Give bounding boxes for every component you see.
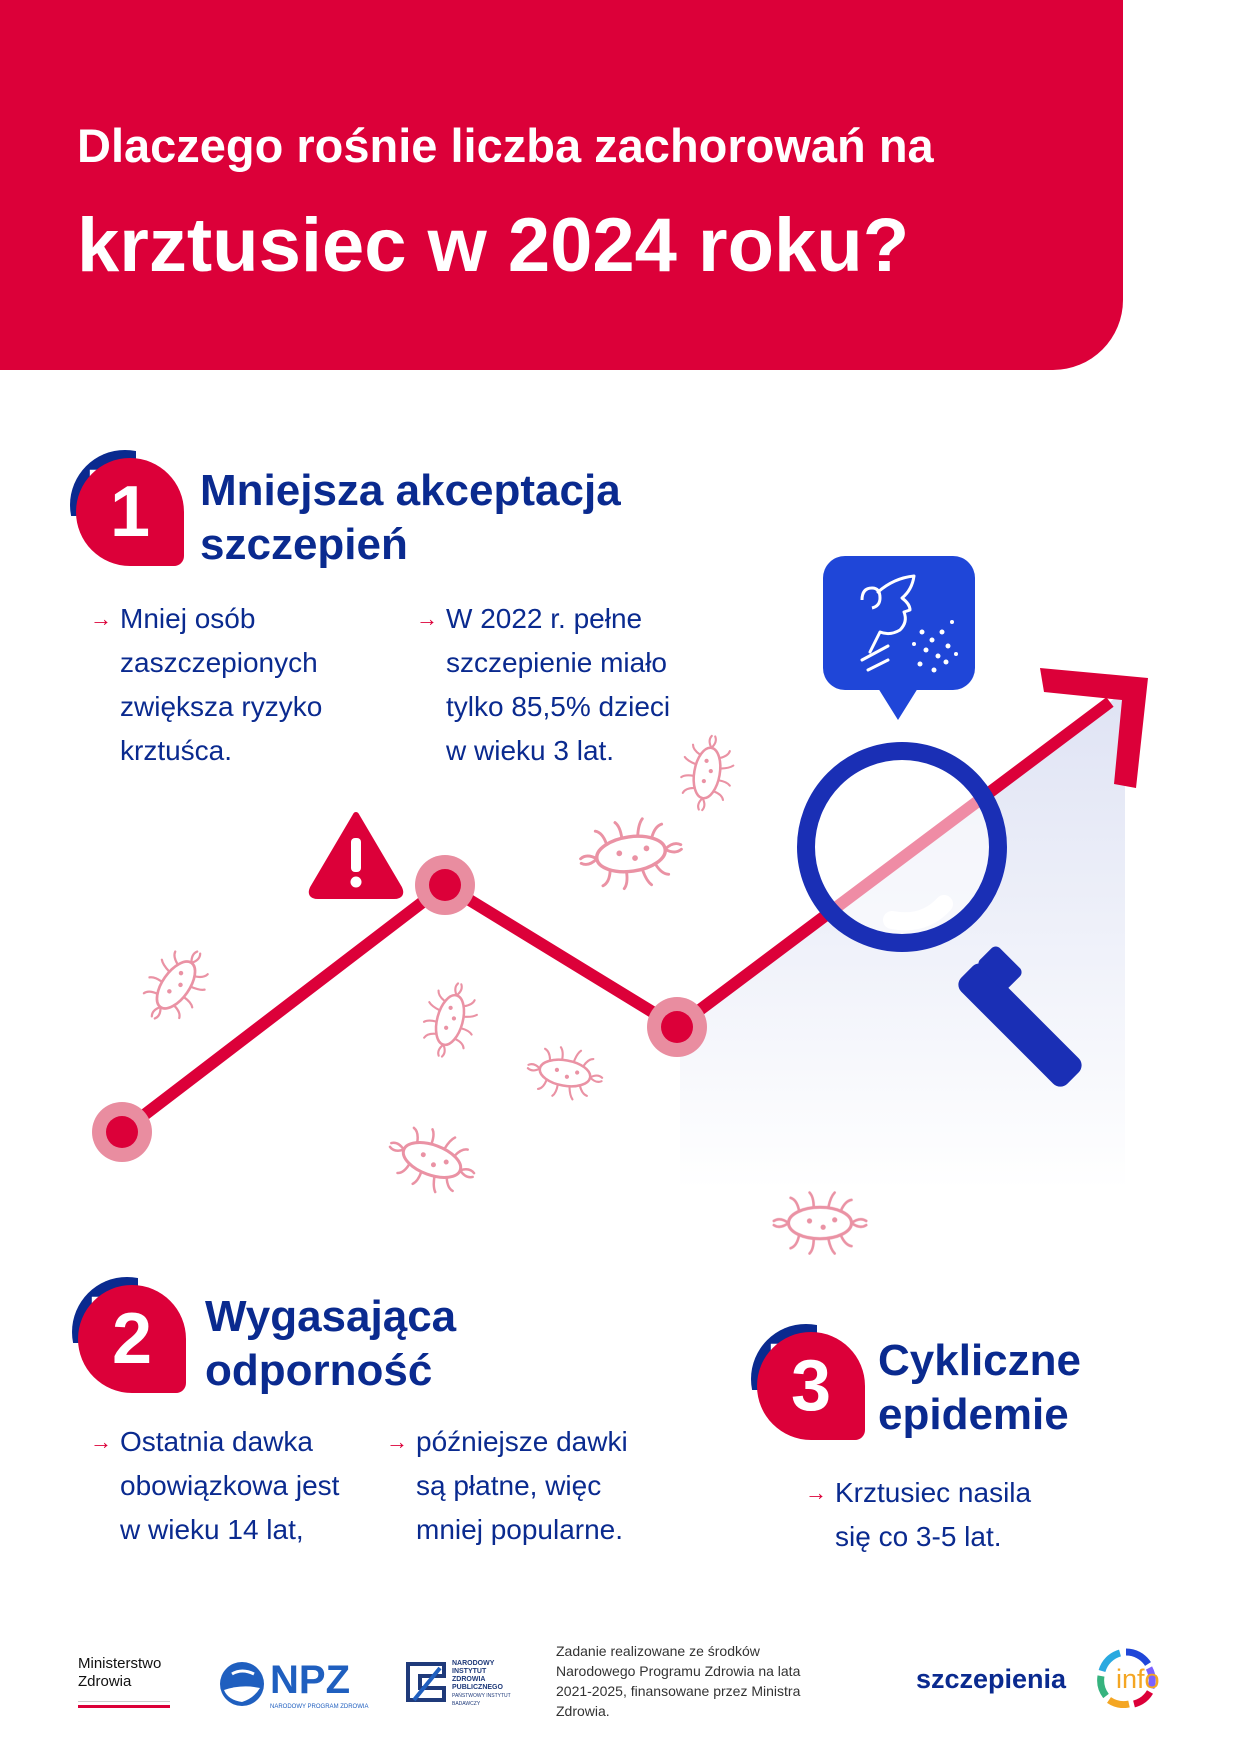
bullet-text-line: mniej popularne. <box>416 1514 624 1545</box>
arrow-right-icon: → <box>90 1429 112 1454</box>
trend-point <box>647 997 707 1057</box>
coughing-person-icon <box>823 556 975 720</box>
bullet-text-line: Krztusiec nasila <box>835 1477 1032 1508</box>
section-number: 3 <box>757 1332 865 1440</box>
section-heading <box>200 464 621 572</box>
bullet-item <box>90 597 380 773</box>
section-heading-line1: Wygasająca <box>205 1292 457 1341</box>
bullet-text-line: są płatne, więc <box>416 1470 602 1501</box>
ministry-name-line1: Ministerstwo <box>78 1655 162 1672</box>
section-number-badge <box>76 458 186 568</box>
ministry-of-health-logo <box>78 1655 161 1691</box>
bullet-text-line: w wieku 14 lat, <box>120 1514 304 1545</box>
bullet-text-line: późniejsze dawki <box>416 1426 628 1457</box>
bullet-text-line: W 2022 r. pełne <box>446 603 643 634</box>
nizp-logo-text: NARODOWY INSTYTUT ZDROWIA PUBLICZNEGO PAŃSTWOWY INSTYTUT BADAWCZY <box>452 1660 511 1707</box>
logo-text-info: info <box>1116 1664 1160 1694</box>
bullet-text-line: Mniej osób <box>120 603 256 634</box>
bullet-text-line: się co 3-5 lat. <box>835 1521 1002 1552</box>
title-line2: krztusiec w 2024 roku? <box>77 203 910 288</box>
bullet-item <box>386 1420 696 1552</box>
ministry-name-line2: Zdrowia <box>78 1673 132 1690</box>
section-heading-line1: Mniejsza akceptacja <box>200 466 621 515</box>
title-line1: Dlaczego rośnie liczba zachorowań na <box>77 119 934 172</box>
bullet-item <box>416 597 726 773</box>
npz-logo-subtitle: NARODOWY PROGRAM ZDROWIA <box>270 1704 369 1710</box>
trend-point <box>415 855 475 915</box>
section-number-badge <box>78 1285 188 1395</box>
bullet-text-line: szczepienie miało <box>446 647 667 678</box>
bullet-text-line: Ostatnia dawka <box>120 1426 313 1457</box>
flag-bar <box>78 1701 170 1708</box>
arrow-right-icon: → <box>386 1429 408 1454</box>
section-heading-line2: epidemie <box>878 1390 1069 1439</box>
section-number-badge <box>757 1332 867 1442</box>
section-heading-line2: szczepień <box>200 520 408 569</box>
bullet-text-line: w wieku 3 lat. <box>446 735 615 766</box>
arrow-right-icon: → <box>805 1480 827 1505</box>
bullet-text-line: tylko 85,5% dzieci <box>446 691 671 722</box>
warning-triangle-icon <box>312 815 400 896</box>
bullet-text-line: zwiększa ryzyko <box>120 691 323 722</box>
nizp-emblem-icon <box>404 1660 448 1704</box>
trend-point <box>92 1102 152 1162</box>
arrow-right-icon: → <box>416 606 438 631</box>
bullet-text-line: krztuśca. <box>120 735 233 766</box>
section-number: 2 <box>78 1285 186 1393</box>
section-number: 1 <box>76 458 184 566</box>
section-heading <box>878 1334 1081 1442</box>
bullet-item <box>90 1420 380 1552</box>
funding-note: Zadanie realizowane ze środków Narodowego Programu Zdrowia na lata 2021-2025, finansowane przez Ministra Zdrowia. <box>556 1643 801 1719</box>
section-heading-line2: odporność <box>205 1346 433 1395</box>
bullet-text-line: obowiązkowa jest <box>120 1470 340 1501</box>
section-heading-line1: Cykliczne <box>878 1336 1081 1385</box>
npz-globe-icon <box>218 1660 266 1708</box>
bullet-text-line: zaszczepionych <box>120 647 318 678</box>
arrow-right-icon: → <box>90 606 112 631</box>
bullet-item <box>805 1471 1095 1559</box>
section-heading <box>205 1290 456 1398</box>
logo-text-szczepienia: szczepienia <box>916 1664 1067 1694</box>
npz-logo-text: NPZ <box>270 1658 350 1702</box>
